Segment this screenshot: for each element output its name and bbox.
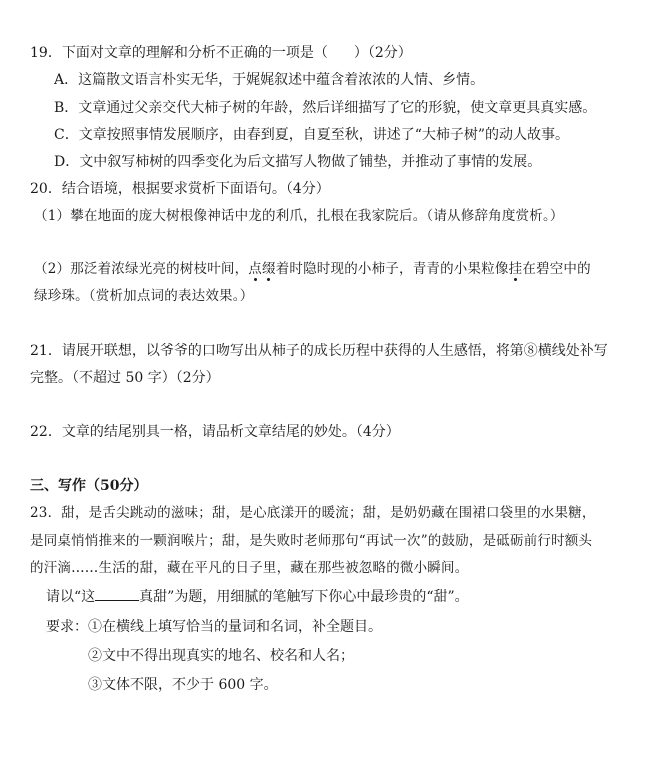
q23-prompt-post: 真甜”为题，用细腻的笔触写下你心中最珍贵的“甜”。 <box>139 589 469 605</box>
q20-item2 <box>34 260 591 278</box>
section-writing-title: 三、写作（50分） <box>30 478 148 494</box>
q23-prompt <box>46 588 469 606</box>
q23-line3: 的汗滴……生活的甜，藏在平凡的日子里，藏在那些被忽略的微小瞬间。 <box>30 560 469 576</box>
q23-title-blank <box>95 588 139 601</box>
q19-stem-text: 19．下面对文章的理解和分析不正确的一项是（ <box>30 45 328 61</box>
q21-line2: 完整。（不超过 50 字）（2分） <box>30 370 220 386</box>
q21-line1: 21．请展开联想，以爷爷的口吻写出从柿子的成长历程中获得的人生感悟，将第⑧横线处补写 <box>30 343 608 359</box>
q20-item2-post: 在碧空中的 <box>522 261 591 277</box>
q19-option-c: C．文章按照事情发展顺序，由春到夏，自夏至秋，讲述了“大柿子树”的动人故事。 <box>54 127 570 143</box>
q20-item1: （1）攀在地面的庞大树根像神话中龙的利爪，扎根在我家院后。（请从修辞角度赏析。） <box>34 208 564 224</box>
q19-stem-end: ）（2分） <box>353 45 412 61</box>
q20-item2-line2: 绿珍珠。（赏析加点词的表达效果。） <box>34 288 254 304</box>
q20-item2-pre: （2）那泛着浓绿光亮的树枝叶间， <box>34 261 249 277</box>
q23-line2: 是同桌悄悄推来的一颗润喉片；甜，是失败时老师那句“再试一次”的鼓励，是砥砺前行时额头 <box>30 533 593 549</box>
q20-item2-mid: 着时隐时现的小柿子，青青的小果粒像 <box>275 261 509 277</box>
q20-dotted-word-3: 挂 <box>508 261 523 277</box>
q19-option-d: D．文中叙写柿树的四季变化为后文描写人物做了铺垫，并推动了事情的发展。 <box>54 154 542 170</box>
q23-requirement-1: 要求：①在横线上填写恰当的量词和名词，补全题目。 <box>46 619 382 635</box>
q23-prompt-pre: 请以“这 <box>46 589 96 605</box>
q23-requirement-2: ②文中不得出现真实的地名、校名和人名； <box>88 648 354 664</box>
q20-dotted-word-2: 缀 <box>262 261 276 277</box>
q19-stem <box>30 44 412 62</box>
q23-requirement-3: ③文体不限，不少于 600 字。 <box>88 677 278 693</box>
q20-dotted-word-1: 点 <box>248 261 262 277</box>
q20-stem: 20．结合语境，根据要求赏析下面语句。（4分） <box>30 181 330 197</box>
q22-line1: 22．文章的结尾别具一格，请品析文章结尾的妙处。（4分） <box>30 424 400 440</box>
q19-option-a: A．这篇散文语言朴实无华，于娓娓叙述中蕴含着浓浓的人情、乡情。 <box>54 72 485 88</box>
q19-option-b: B．文章通过父亲交代大柿子树的年龄，然后详细描写了它的形貌，使文章更具真实感。 <box>54 100 597 116</box>
q23-line1: 23．甜，是舌尖跳动的滋味；甜，是心底漾开的暖流；甜，是奶奶藏在围裙口袋里的水果糖， <box>30 505 596 521</box>
